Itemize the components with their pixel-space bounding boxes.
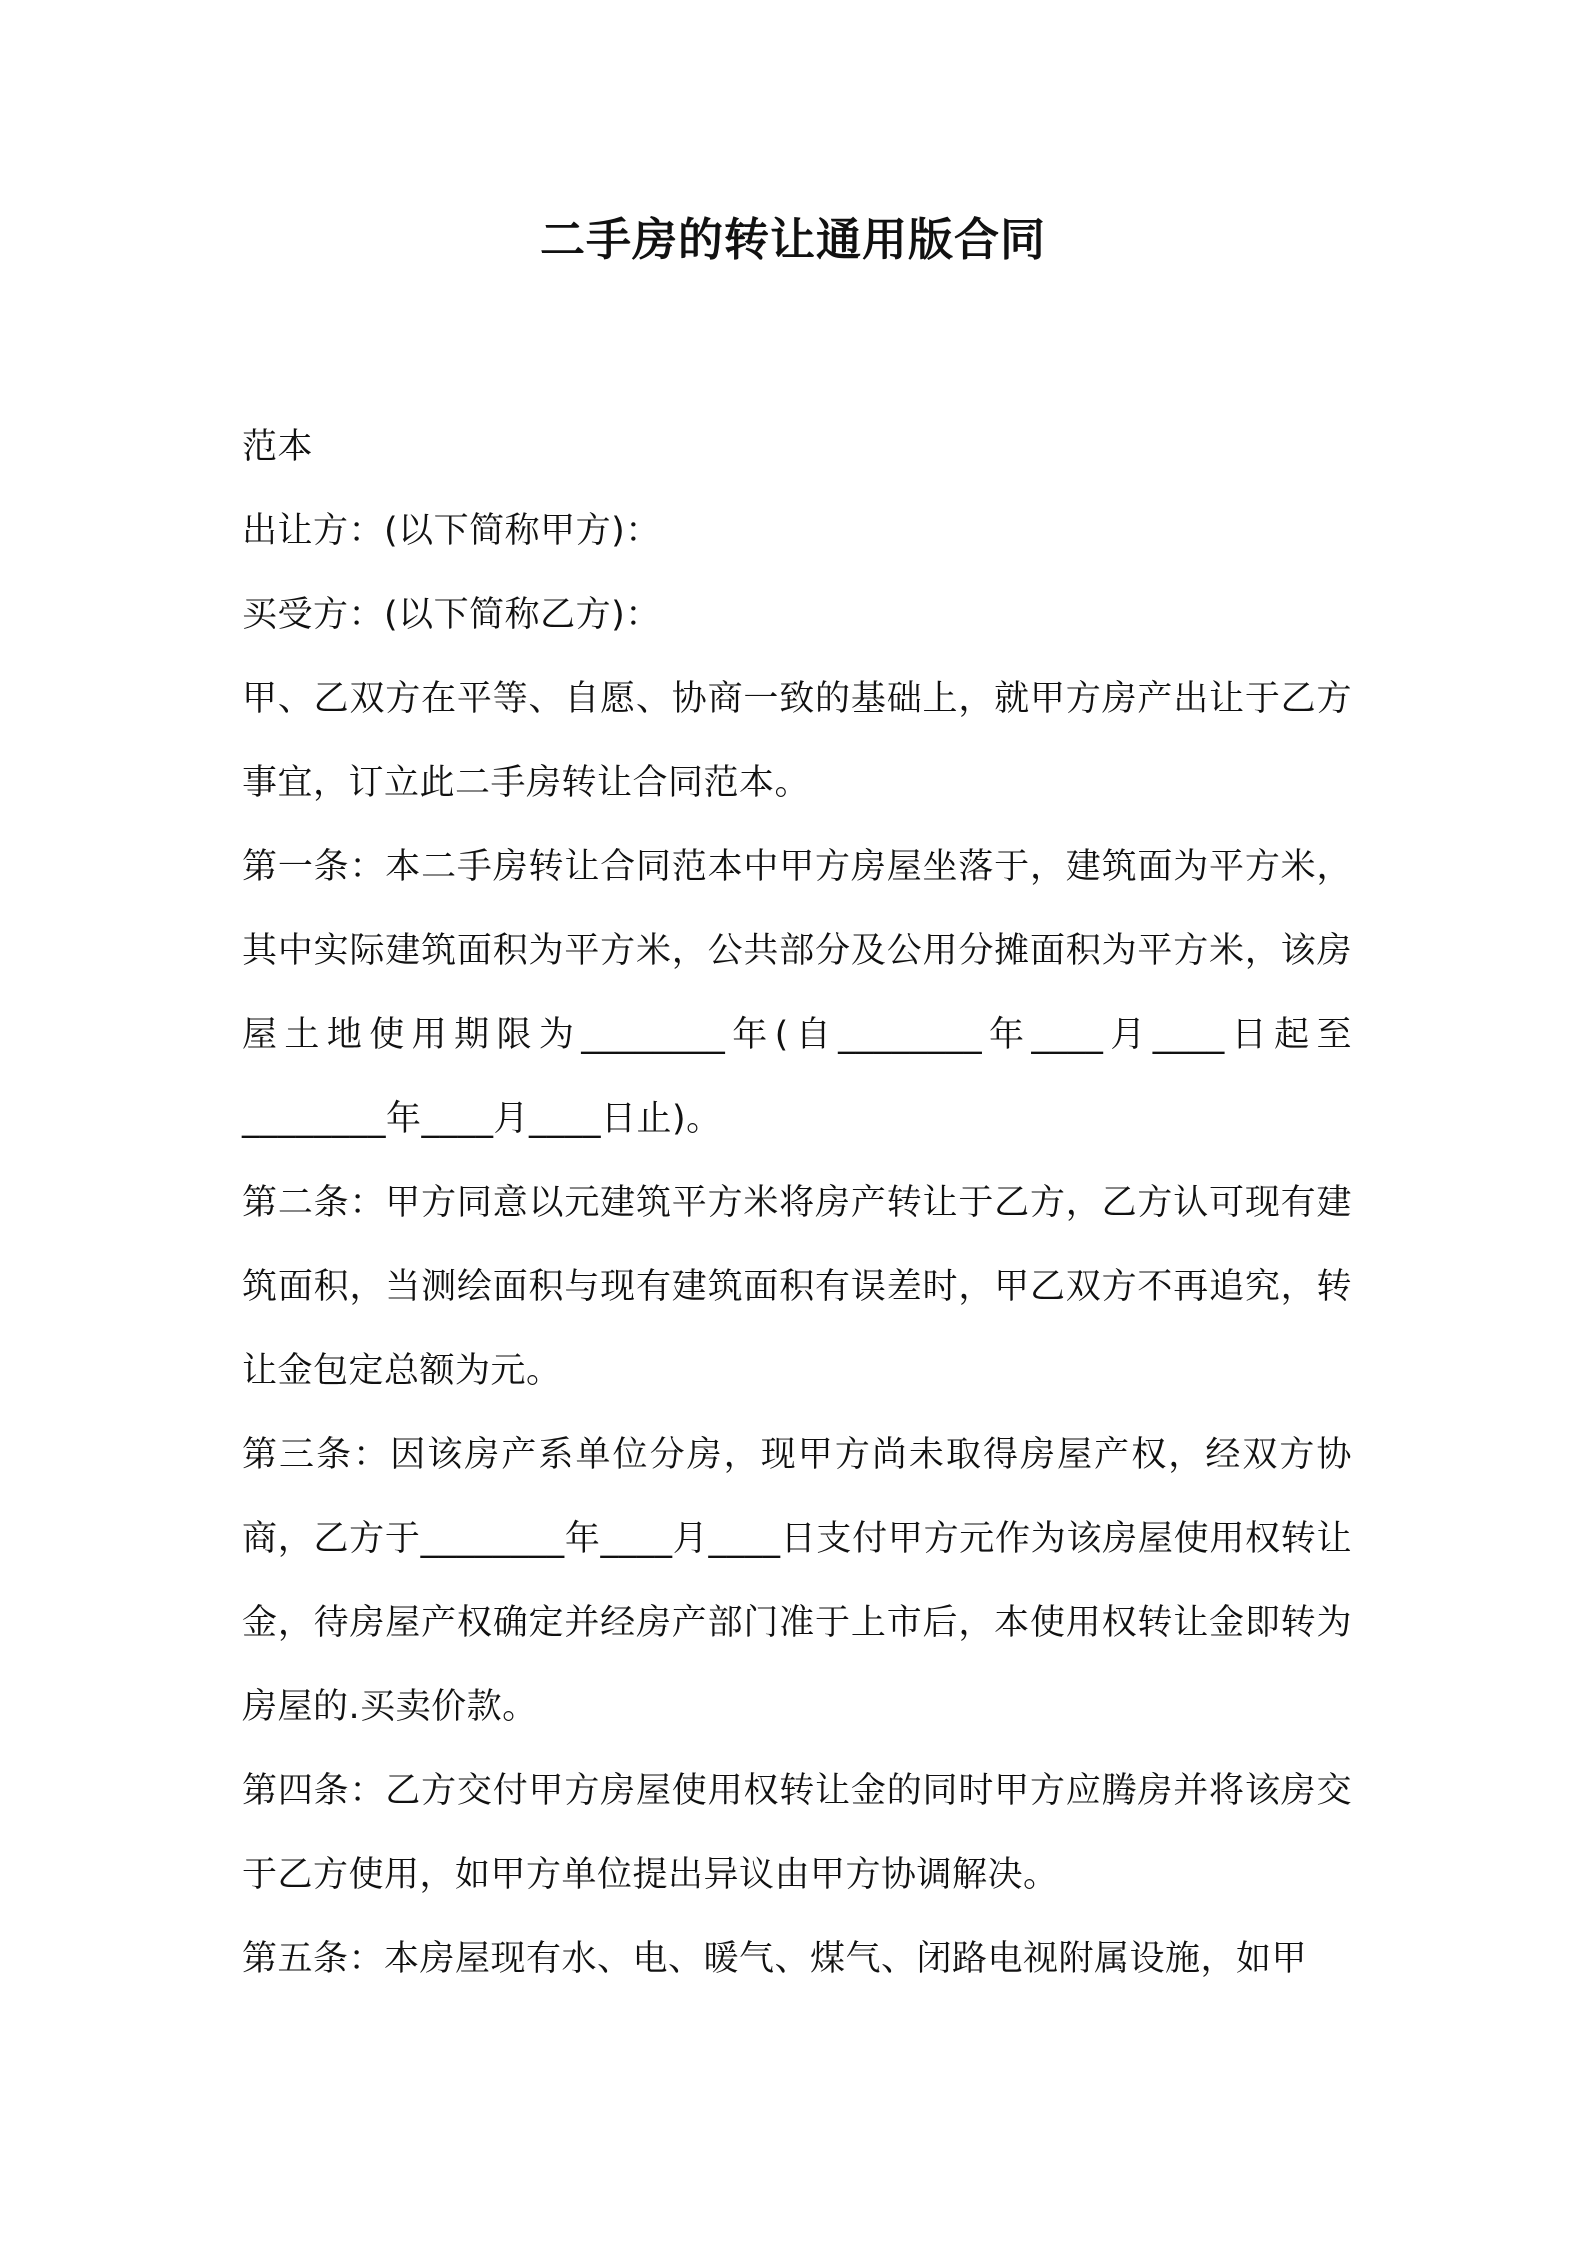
paragraph-article-2: 第二条：甲方同意以元建筑平方米将房产转让于乙方，乙方认可现有建筑面积，当测绘面积与现有建筑面积有误差时，甲乙双方不再追究，转让金包定总额为元。 xyxy=(242,1183,1352,1391)
paragraph-article-3: 第三条：因该房产系单位分房，现甲方尚未取得房屋产权，经双方协商，乙方于________年____月____日支付甲方元作为该房屋使用权转让金，待房屋产权确定并经房产部门准于上市后，本使用权转让金即转为房屋的.买卖价款。 xyxy=(242,1435,1352,1727)
document-title: 二手房的转让通用版合同 xyxy=(539,213,1046,266)
document-body xyxy=(242,405,1352,2001)
paragraph-article-1: 第一条：本二手房转让合同范本中甲方房屋坐落于，建筑面为平方米，其中实际建筑面积为平方米，公共部分及公用分摊面积为平方米，该房屋土地使用期限为________年(自________年____月____日起至________年____月____日止)。 xyxy=(242,847,1352,1139)
paragraph-template-label: 范本 xyxy=(242,427,314,467)
paragraph-preamble: 甲、乙双方在平等、自愿、协商一致的基础上，就甲方房产出让于乙方事宜，订立此二手房转让合同范本。 xyxy=(242,679,1352,803)
paragraph-seller: 出让方：(以下简称甲方)： xyxy=(242,511,661,551)
paragraph-article-4: 第四条：乙方交付甲方房屋使用权转让金的同时甲方应腾房并将该房交于乙方使用，如甲方单位提出异议由甲方协调解决。 xyxy=(242,1771,1352,1895)
paragraph-buyer: 买受方：(以下简称乙方)： xyxy=(242,595,661,635)
paragraph-article-5: 第五条：本房屋现有水、电、暖气、煤气、闭路电视附属设施，如甲 xyxy=(242,1939,1308,1979)
